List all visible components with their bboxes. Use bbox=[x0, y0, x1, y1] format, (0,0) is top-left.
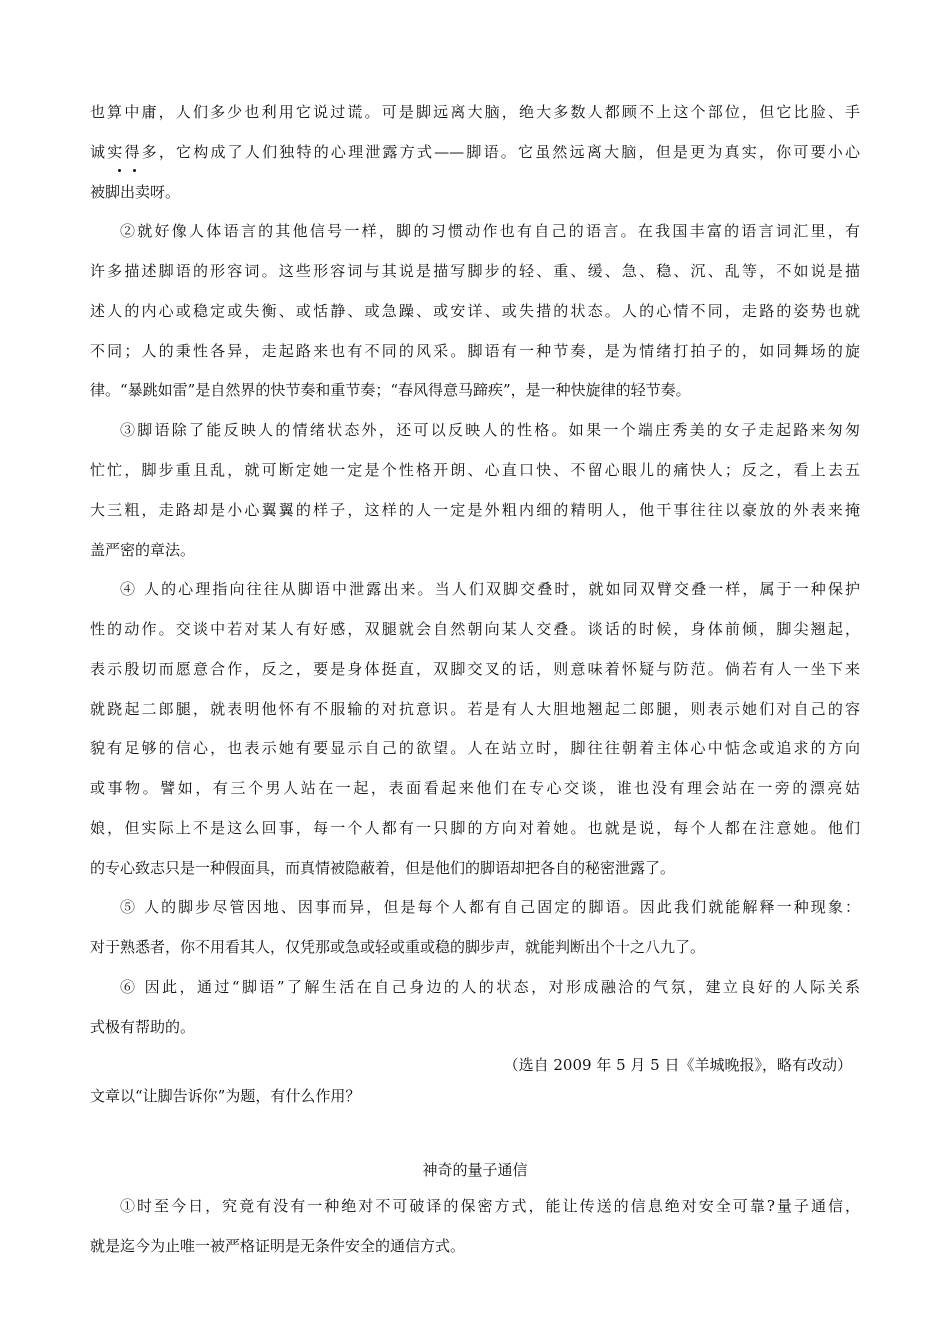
passage-2-title: 神奇的量子通信 bbox=[422, 1161, 528, 1179]
paragraph-6-line: 式极有帮助的。 bbox=[90, 1018, 196, 1036]
paragraph-4-line: 的专心致志只是一种假面具，而真情被隐蔽着，但是他们的脚语却把各自的秘密泄露了。 bbox=[90, 859, 676, 877]
paragraph-2-line: 述人的内心或稳定或失衡、或恬静、或急躁、或安详、或失措的状态。人的心情不同，走路的姿势也就 bbox=[90, 302, 860, 320]
paragraph-3-line: ③脚语除了能反映人的情绪状态外，还可以反映人的性格。如果一个端庄秀美的女子走起路来匆匆 bbox=[120, 421, 860, 439]
text-line: 被脚出卖呀。 bbox=[90, 183, 181, 201]
emphasis-dot bbox=[118, 169, 121, 172]
question-text: 文章以“让脚告诉你”为题，有什么作用？ bbox=[90, 1087, 361, 1105]
paragraph-5-line: 对于熟悉者，你不用看其人，仅凭那或急或轻或重或稳的脚步声，就能判断出个十之八九了。 bbox=[90, 938, 706, 956]
emphasis-dot bbox=[133, 169, 136, 172]
paragraph-2-line: 不同；人的秉性各异，走起路来也有不同的风采。脚语有一种节奏，是为情绪打拍子的，如同舞场的旋 bbox=[90, 342, 860, 360]
passage-2-line: ①时至今日，究竟有没有一种绝对不可破译的保密方式，能让传送的信息绝对安全可靠?量子通信， bbox=[120, 1197, 860, 1215]
paragraph-6-line: ⑥ 因此，通过“脚语”了解生活在自己身边的人的状态，对形成融洽的气氛，建立良好的人际关系 bbox=[120, 978, 860, 996]
source-citation: （选自 2009 年 5 月 5 日《羊城晚报》，略有改动） bbox=[503, 1056, 852, 1074]
paragraph-3-line: 盖严密的章法。 bbox=[90, 541, 196, 559]
paragraph-3-line: 忙忙，脚步重且乱，就可断定她一定是个性格开朗、心直口快、不留心眼儿的痛快人；反之，看上去五 bbox=[90, 461, 860, 479]
paragraph-4-line: ④ 人的心理指向往往从脚语中泄露出来。当人们双脚交叠时，就如同双臂交叠一样，属于一种保护 bbox=[120, 580, 860, 598]
text-line: 也算中庸，人们多少也利用它说过谎。可是脚远离大脑，绝大多数人都顾不上这个部位，但它比脸、手 bbox=[90, 103, 860, 121]
paragraph-4-line: 娘，但实际上不是这么回事，每一个人都有一只脚的方向对着她。也就是说，每个人都在注意她。他们 bbox=[90, 819, 860, 837]
passage-2-line: 就是迄今为止唯一被严格证明是无条件安全的通信方式。 bbox=[90, 1237, 466, 1255]
paragraph-4-line: 貌有足够的信心，也表示她有要显示自己的欲望。人在站立时，脚往往朝着主体心中惦念或追求的方向 bbox=[90, 739, 860, 757]
text-line: 诚实得多，它构成了人们独特的心理泄露方式——脚语。它虽然远离大脑，但是更为真实，你可要小心 bbox=[90, 143, 860, 161]
paragraph-2-line: ②就好像人体语言的其他信号一样，脚的习惯动作也有自己的语言。在我国丰富的语言词汇里，有 bbox=[120, 222, 860, 240]
paragraph-2-line: 许多描述脚语的形容词。这些形容词与其说是描写脚步的轻、重、缓、急、稳、沉、乱等，不如说是描 bbox=[90, 262, 860, 280]
paragraph-4-line: 就跷起二郎腿，就表明他怀有不服输的对抗意识。若是有人大胆地翘起二郎腿，则表示她们对自己的容 bbox=[90, 700, 860, 718]
paragraph-4-line: 表示殷切而愿意合作，反之，要是身体挺直，双脚交叉的话，则意味着怀疑与防范。倘若有人一坐下来 bbox=[90, 660, 860, 678]
paragraph-3-line: 大三粗，走路却是小心翼翼的样子，这样的人一定是外粗内细的精明人，他干事往往以豪放的外表来掩 bbox=[90, 501, 860, 519]
paragraph-4-line: 或事物。譬如，有三个男人站在一起，表面看起来他们在专心交谈，谁也没有理会站在一旁的漂亮姑 bbox=[90, 779, 860, 797]
paragraph-5-line: ⑤ 人的脚步尽管因地、因事而异，但是每个人都有自己固定的脚语。因此我们就能解释一种现象： bbox=[120, 898, 860, 916]
paragraph-4-line: 性的动作。交谈中若对某人有好感，双腿就会自然朝向某人交叠。谈话的时候，身体前倾，脚尖翘起， bbox=[90, 620, 860, 638]
paragraph-2-line: 律。“暴跳如雷”是自然界的快节奏和重节奏；“春风得意马蹄疾”，是一种快旋律的轻节奏。 bbox=[90, 381, 691, 399]
